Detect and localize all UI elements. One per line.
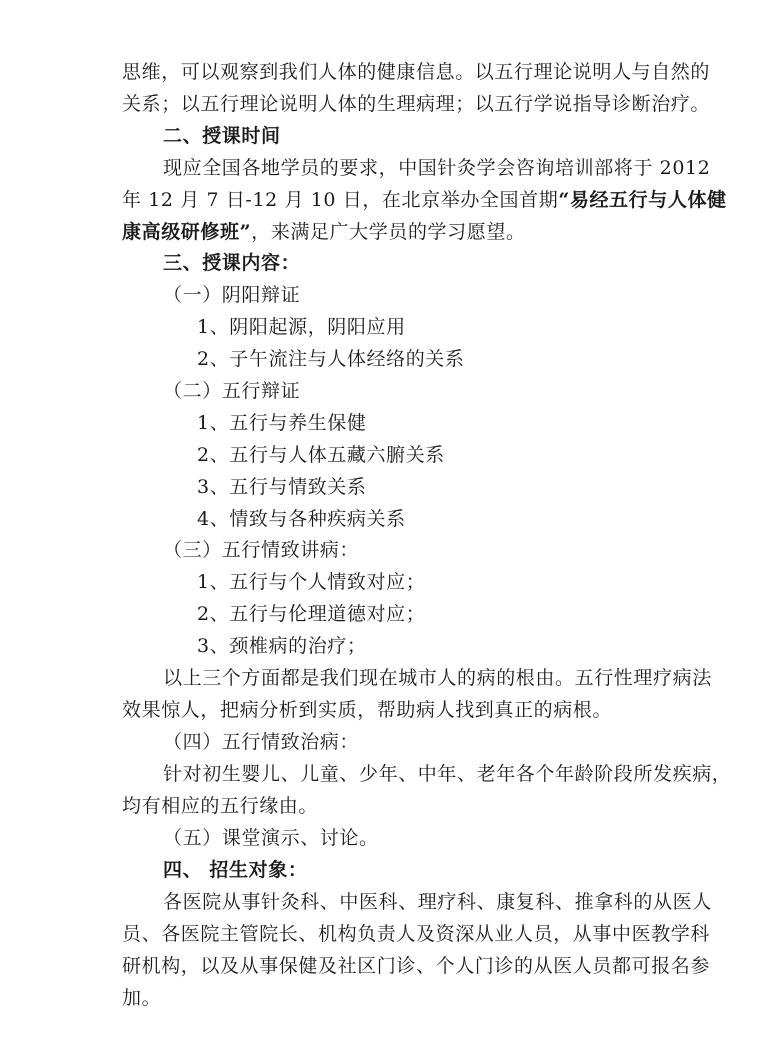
section-2-heading: 二、授课时间 [163,125,281,147]
section-2-para-line-3-text: ，来满足广大学员的学习愿望。 [251,221,526,243]
section-2-para-line-1: 现应全国各地学员的要求，中国针灸学会咨询培训部将于 2012 [163,157,711,179]
course-name-part-1: “易经五行与人体健 [558,189,727,211]
part-4-title: （四）五行情致治病： [163,731,360,753]
part-4-para-line-2: 均有相应的五行缘由。 [122,795,319,817]
section-2-para-line-3 [122,220,526,244]
course-name-part-2: 康高级研修班” [122,221,252,243]
part-2-item-1: 1、五行与养生保健 [197,412,367,434]
part-3-item-1: 1、五行与个人情致对应； [197,571,426,593]
section-3-heading: 三、授课内容： [163,252,301,274]
section-4-heading: 四、 招生对象： [163,859,308,881]
intro-line-1: 思维，可以观察到我们人体的健康信息。以五行理论说明人与自然的 [122,61,711,83]
part-3-item-2: 2、五行与伦理道德对应； [197,603,426,625]
part-2-item-2: 2、五行与人体五藏六腑关系 [197,444,445,466]
summary-line-2: 效果惊人，把病分析到实质，帮助病人找到真正的病根。 [122,699,613,721]
section-2-para-line-2-text: 年 12 月 7 日-12 月 10 日，在北京举办全国首期 [122,189,559,211]
section-2-para-line-2 [122,188,727,212]
part-3-item-3: 3、颈椎病的治疗； [197,635,367,657]
part-1-title: （一）阴阳辩证 [163,284,301,306]
section-4-para-line-1: 各医院从事针灸科、中医科、理疗科、康复科、推拿科的从医人 [163,891,712,913]
part-5-title: （五）课堂演示、讨论。 [163,827,379,849]
part-4-para-line-1: 针对初生婴儿、儿童、少年、中年、老年各个年龄阶段所发疾病， [163,763,732,785]
section-4-para-line-2: 员、各医院主管院长、机构负责人及资深从业人员，从事中医教学科 [122,923,711,945]
section-4-para-line-3: 研机构，以及从事保健及社区门诊、个人门诊的从医人员都可报名参 [122,955,711,977]
part-3-title: （三）五行情致讲病： [163,539,360,561]
part-2-title: （二）五行辩证 [163,380,301,402]
summary-line-1: 以上三个方面都是我们现在城市人的病的根由。五行性理疗病法 [163,667,712,689]
section-4-para-line-4: 加。 [122,987,162,1009]
part-2-item-3: 3、五行与情致关系 [197,476,367,498]
intro-line-2: 关系；以五行理论说明人体的生理病理；以五行学说指导诊断治疗。 [122,93,711,115]
part-1-item-2: 2、子午流注与人体经络的关系 [197,348,465,370]
part-2-item-4: 4、情致与各种疾病关系 [197,508,406,530]
part-1-item-1: 1、阴阳起源，阴阳应用 [197,316,406,338]
